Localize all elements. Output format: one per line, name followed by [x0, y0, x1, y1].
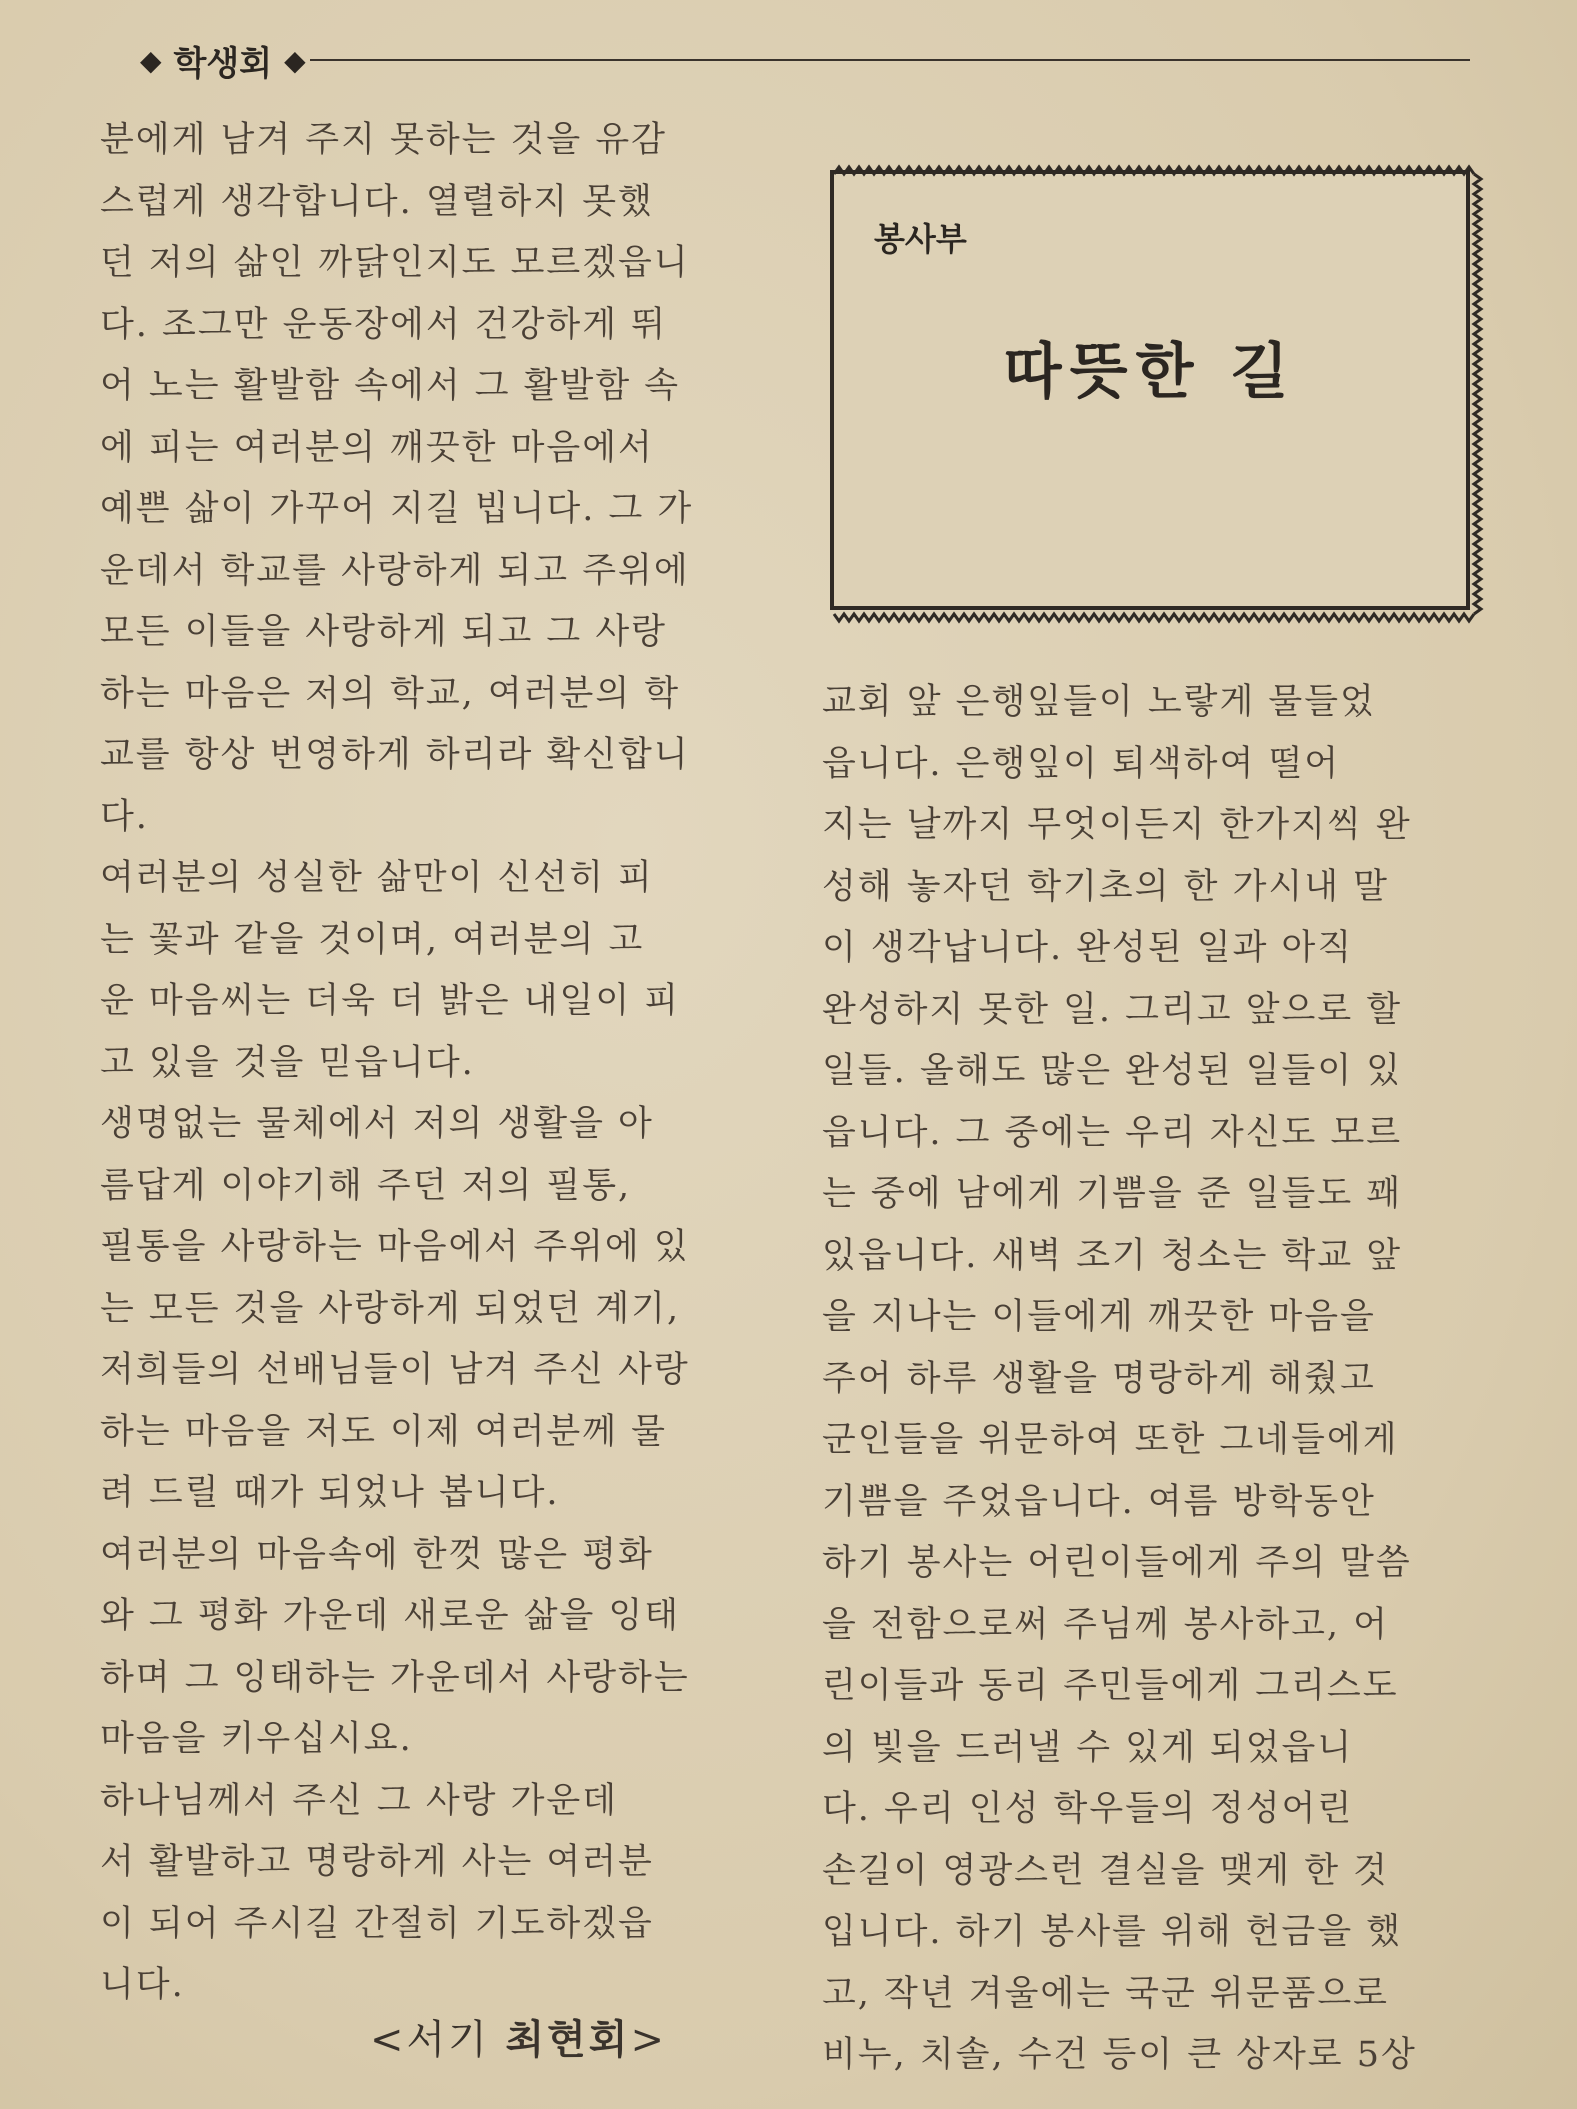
text-line: 이 생각납니다. 완성된 일과 아직 [822, 928, 1354, 968]
text-line: 하나님께서 주신 그 사랑 가운데 [100, 1780, 619, 1821]
text-line: 름답게 이야기해 주던 저의 필통, [100, 1165, 632, 1206]
text-line: 성해 놓자던 학기초의 한 가시내 말 [822, 866, 1389, 907]
author-name: 최현회 [505, 2017, 631, 2063]
text-line: 다. [100, 796, 149, 837]
header-rule [310, 59, 1470, 61]
text-line: 스럽게 생각합니다. 열렬하지 못했 [100, 181, 654, 222]
text-line: 입니다. 하기 봉사를 위해 헌금을 했 [822, 1912, 1403, 1952]
text-line: 을 전함으로써 주님께 봉사하고, 어 [822, 1604, 1389, 1645]
text-line: 비누, 치솔, 수건 등이 큰 상자로 5상 [822, 2035, 1417, 2075]
text-line: 니다. [100, 1965, 185, 2005]
left-column-text [100, 110, 752, 2017]
diamond-bullet-icon: ◆ [284, 43, 306, 77]
text-line: 의 빛을 드러낼 수 있게 되었읍니 [822, 1727, 1354, 1768]
text-line: 저희들의 선배님들이 남겨 주신 사랑 [100, 1350, 690, 1390]
text-line: 주어 하루 생활을 명랑하게 해줬고 [822, 1358, 1376, 1399]
text-line: 교회 앞 은행잎들이 노랗게 물들었 [822, 682, 1376, 722]
text-line: 고, 작년 겨울에는 국군 위문품으로 [822, 1973, 1389, 2014]
signature-open: <서기 [370, 2017, 506, 2063]
text-line: 일들. 올해도 많은 완성된 일들이 있 [822, 1051, 1403, 1091]
text-line: 하는 마음은 저의 학교, 여러분의 학 [100, 673, 681, 714]
department-label: 봉사부 [874, 220, 967, 258]
text-line: 하며 그 잉태하는 가운데서 사랑하는 [100, 1657, 690, 1698]
text-line: 있읍니다. 새벽 조기 청소는 학교 앞 [822, 1235, 1403, 1276]
text-line: 을 지나는 이들에게 깨끗한 마음을 [822, 1297, 1376, 1337]
text-line: 손길이 영광스런 결실을 맺게 한 것 [822, 1850, 1389, 1891]
text-line: 교를 항상 번영하게 하리라 확신합니 [100, 735, 690, 775]
text-line: 분에게 남겨 주지 못하는 것을 유감 [100, 120, 667, 160]
text-line: 생명없는 물체에서 저의 생활을 아 [100, 1104, 654, 1144]
text-line: 여러분의 성실한 삶만이 신선히 피 [100, 858, 654, 898]
text-line: 린이들과 동리 주민들에게 그리스도 [822, 1666, 1399, 1706]
page-header [140, 30, 1470, 90]
text-line: 에 피는 여러분의 깨끗한 마음에서 [100, 427, 654, 468]
text-line: 읍니다. 은행잎이 퇴색하여 떨어 [822, 743, 1341, 784]
text-line: 다. 우리 인성 학우들의 정성어린 [822, 1789, 1354, 1829]
text-line: 완성하지 못한 일. 그리고 앞으로 할 [822, 989, 1403, 1030]
text-line: 읍니다. 그 중에는 우리 자신도 모르 [822, 1112, 1403, 1153]
text-line: 다. 조그만 운동장에서 건강하게 뛰 [100, 304, 667, 345]
author-signature [370, 2008, 710, 2078]
article-title-box [830, 170, 1470, 610]
article-title: 따뜻한 길 [1003, 337, 1297, 407]
text-line: 는 중에 남에게 기쁨을 준 일들도 꽤 [822, 1174, 1403, 1214]
text-line: 여러분의 마음속에 한껏 많은 평화 [100, 1534, 654, 1575]
text-line: 예쁜 삶이 가꾸어 지길 빕니다. 그 가 [100, 489, 694, 529]
text-line: 마음을 키우십시요. [100, 1719, 413, 1759]
text-line: 와 그 평화 가운데 새로운 삶을 잉태 [100, 1596, 681, 1636]
text-line: 던 저의 삶인 까닭인지도 모르겠읍니 [100, 243, 690, 283]
text-line: 는 꽃과 같을 것이며, 여러분의 고 [100, 919, 645, 960]
text-line: 하는 마음을 저도 이제 여러분께 물 [100, 1411, 667, 1452]
section-title: 학생회 [173, 43, 273, 84]
text-line: 군인들을 위문하여 또한 그네들에게 [822, 1420, 1399, 1460]
text-line: 운 마음씨는 더욱 더 밝은 내일이 피 [100, 981, 681, 1021]
text-line: 모든 이들을 사랑하게 되고 그 사랑 [100, 612, 667, 652]
text-line: 려 드릴 때가 되었나 봅니다. [100, 1473, 560, 1513]
text-line: 기쁨을 주었읍니다. 여름 방학동안 [822, 1481, 1376, 1522]
diamond-bullet-icon: ◆ [140, 43, 162, 77]
right-column-text [822, 672, 1472, 2087]
text-line: 어 노는 활발함 속에서 그 활발함 속 [100, 366, 681, 406]
text-line: 지는 날까지 무엇이든지 한가지씩 완 [822, 805, 1412, 845]
text-line: 는 모든 것을 사랑하게 되었던 계기, [100, 1288, 681, 1329]
text-line: 이 되어 주시길 간절히 기도하겠읍 [100, 1903, 654, 1944]
text-line: 고 있을 것을 믿읍니다. [100, 1042, 475, 1083]
text-line: 하기 봉사는 어린이들에게 주의 말씀 [822, 1543, 1412, 1583]
text-line: 운데서 학교를 사랑하게 되고 주위에 [100, 550, 690, 591]
signature-close: > [630, 2017, 667, 2063]
text-line: 필통을 사랑하는 마음에서 주위에 있 [100, 1227, 690, 1267]
text-line: 서 활발하고 명랑하게 사는 여러분 [100, 1842, 654, 1882]
